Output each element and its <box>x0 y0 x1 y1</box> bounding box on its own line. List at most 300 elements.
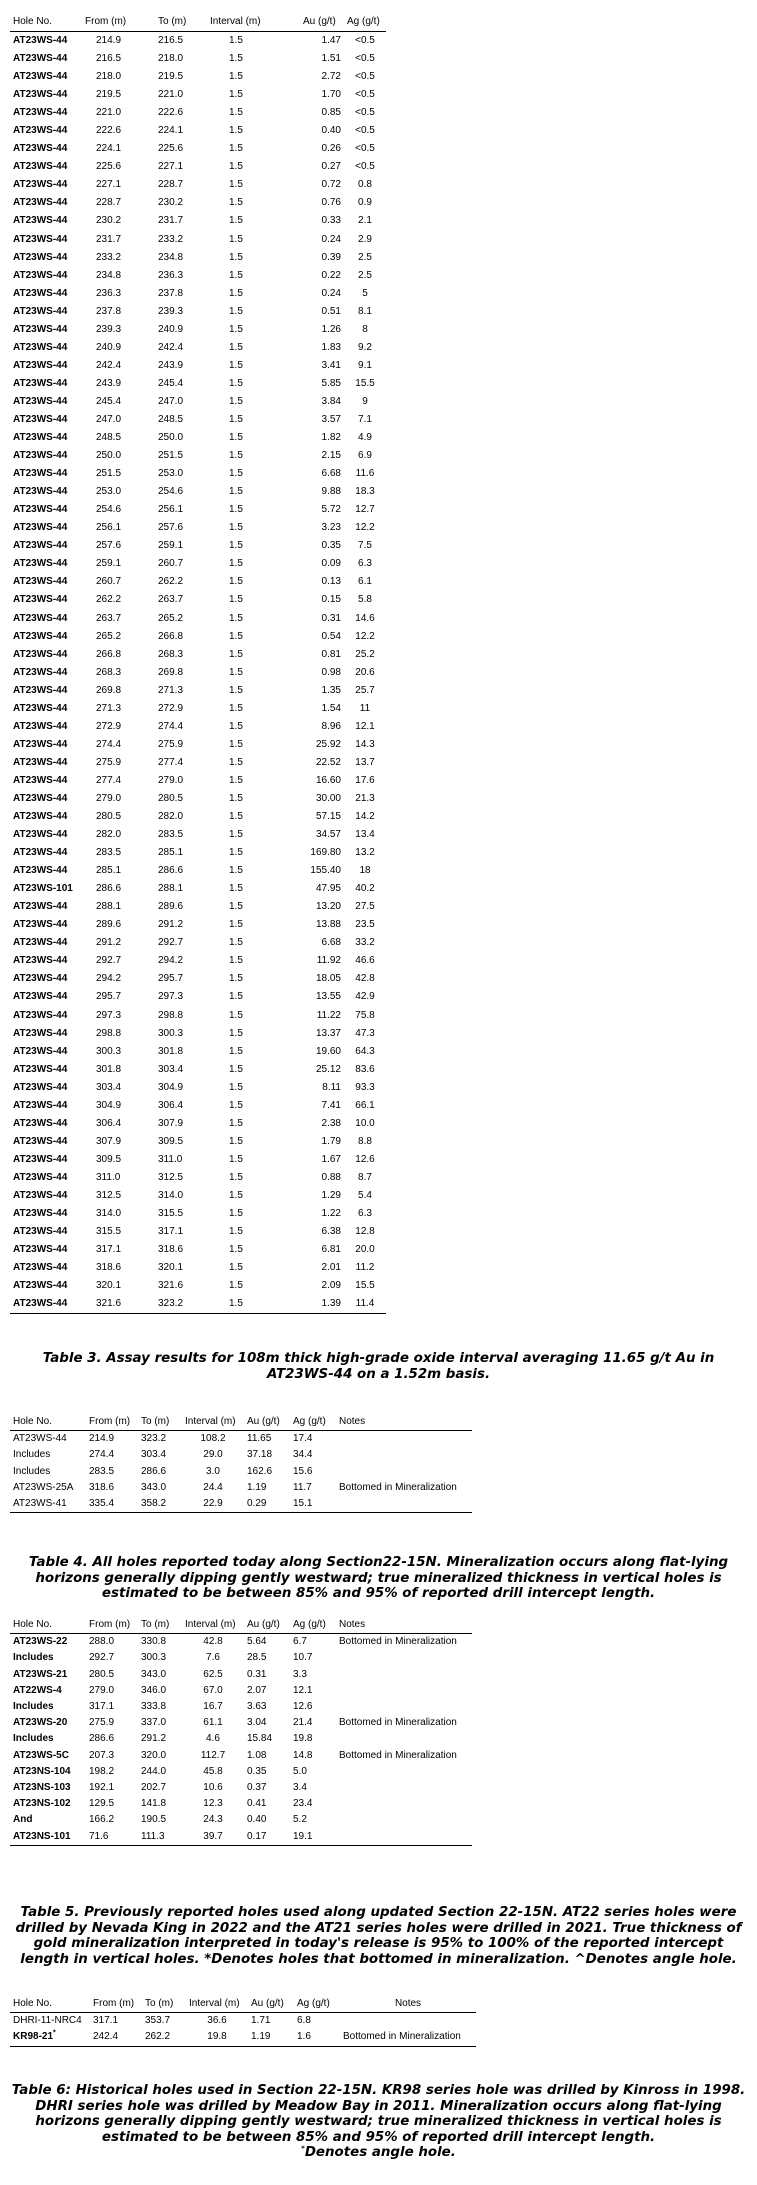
table-cell: 283.5 <box>96 847 122 859</box>
table-row <box>10 754 386 772</box>
table-cell: AT23WS-44 <box>13 341 68 353</box>
table-cell: 315.5 <box>158 1208 184 1220</box>
table-cell <box>336 1447 472 1463</box>
table-cell: 13.4 <box>355 829 375 841</box>
table-cell: 330.8 <box>141 1636 167 1648</box>
table-cell: AT23WS-44 <box>13 666 68 678</box>
table-row <box>10 1431 472 1448</box>
table-cell: 230.2 <box>158 197 184 209</box>
table-cell: 45.8 <box>203 1765 223 1777</box>
table-cell: 234.8 <box>96 269 122 281</box>
table-cell: 256.1 <box>96 522 122 534</box>
table-cell: 36.6 <box>207 2015 227 2027</box>
table-cell: 5.8 <box>358 594 372 606</box>
table-cell: 57.15 <box>315 811 341 823</box>
table-row <box>10 700 386 718</box>
table-cell: 219.5 <box>96 89 122 101</box>
table-cell: 6.9 <box>358 450 372 462</box>
col-notes: Notes <box>336 1617 472 1634</box>
table-cell: AT23WS-44 <box>13 684 68 696</box>
table-cell: 1.5 <box>229 143 243 155</box>
table-cell: 1.5 <box>229 71 243 83</box>
table-row <box>10 50 386 68</box>
col-ag: Ag (g/t) <box>294 1996 340 2013</box>
table-cell: 283.5 <box>89 1465 115 1477</box>
table-cell: AT23WS-44 <box>13 937 68 949</box>
table-cell: AT23WS-5C <box>13 1749 69 1761</box>
table-row <box>10 537 386 555</box>
table-cell: AT23WS-44 <box>13 251 68 263</box>
table-cell: 6.68 <box>321 937 341 949</box>
table-cell: 239.3 <box>158 305 184 317</box>
table-cell: 1.54 <box>321 702 341 714</box>
table-row <box>10 1667 472 1683</box>
table-cell: 13.88 <box>315 919 341 931</box>
table-cell: 1.5 <box>229 305 243 317</box>
table-row <box>10 501 386 519</box>
table-cell: 294.2 <box>96 973 122 985</box>
table-cell: 1.5 <box>229 1226 243 1238</box>
table-cell: 20.6 <box>355 666 375 678</box>
table-cell: 244.0 <box>141 1765 167 1777</box>
table-cell: 12.6 <box>355 1153 375 1165</box>
table-cell: 257.6 <box>158 522 184 534</box>
table-cell: 202.7 <box>141 1782 167 1794</box>
table-cell: 218.0 <box>158 53 184 65</box>
table-row <box>10 898 386 916</box>
table-cell: 3.84 <box>321 395 341 407</box>
table-3-caption: Table 3. Assay results for 108m thick high-grade oxide interval averaging 11.65 g/t Au in AT23WS-44 on a 1.52m basis. <box>42 1351 715 1382</box>
table-cell: AT23WS-44 <box>13 359 68 371</box>
table-cell: 17.4 <box>293 1433 313 1445</box>
col-from: From (m) <box>82 13 155 32</box>
table-cell: 337.0 <box>141 1717 167 1729</box>
table-cell: 247.0 <box>158 395 184 407</box>
table-header <box>10 13 386 32</box>
table-cell: 1.5 <box>229 1045 243 1057</box>
table-cell: 231.7 <box>158 215 184 227</box>
table-row <box>10 555 386 573</box>
table-row <box>10 736 386 754</box>
table-cell <box>336 1796 472 1812</box>
table-cell <box>336 1812 472 1828</box>
table-cell: 1.5 <box>229 811 243 823</box>
table-cell: AT23WS-44 <box>13 774 68 786</box>
table-cell: 1.5 <box>229 702 243 714</box>
table-cell: 269.8 <box>96 684 122 696</box>
table-cell: AT23WS-44 <box>13 558 68 570</box>
table-cell: 0.17 <box>244 1829 290 1846</box>
table-cell: AT23WS-21 <box>13 1668 68 1680</box>
historical-holes-table <box>10 1996 476 2047</box>
table-cell: 343.0 <box>141 1668 167 1680</box>
table-cell: 0.76 <box>321 197 341 209</box>
table-cell: 265.2 <box>96 630 122 642</box>
table-row <box>10 1259 386 1277</box>
col-interval: Interval (m) <box>207 13 300 32</box>
table-cell: 1.5 <box>229 323 243 335</box>
table-cell: 207.3 <box>89 1749 115 1761</box>
table-cell: AT23NS-102 <box>13 1798 71 1810</box>
table-cell: 28.5 <box>247 1652 267 1664</box>
table-cell: 30.00 <box>315 792 341 804</box>
table-cell: 0.27 <box>321 161 341 173</box>
col-ag: Ag (g/t) <box>290 1414 336 1431</box>
table-row <box>10 826 386 844</box>
table-cell: 14.6 <box>355 612 375 624</box>
table-cell: 320.1 <box>158 1262 184 1274</box>
table-cell: 14.2 <box>355 811 375 823</box>
table-cell: 1.5 <box>229 269 243 281</box>
table-row <box>10 68 386 86</box>
table-row <box>10 176 386 194</box>
table-cell: AT23WS-44 <box>13 179 68 191</box>
table-cell: AT23WS-44 <box>13 1135 68 1147</box>
table-cell: 317.1 <box>93 2015 119 2027</box>
table-cell: AT23WS-44 <box>13 504 68 516</box>
table-cell: 259.1 <box>158 540 184 552</box>
table-cell: 16.60 <box>315 774 341 786</box>
table-row <box>10 1205 386 1223</box>
table-cell: 1.5 <box>229 1081 243 1093</box>
table-cell: 306.4 <box>96 1117 122 1129</box>
table-cell: 1.51 <box>321 53 341 65</box>
table-cell: 294.2 <box>158 955 184 967</box>
table-cell: AT23WS-44 <box>13 1190 68 1201</box>
table-cell: 1.5 <box>229 612 243 624</box>
table-cell: 7.41 <box>321 1099 341 1111</box>
table-cell: AT23WS-44 <box>13 648 68 660</box>
table-cell: 6.1 <box>358 576 372 588</box>
table-cell: 323.2 <box>141 1433 167 1445</box>
angle-hole-marker: * <box>53 2030 56 2038</box>
table-cell: 248.5 <box>96 432 122 444</box>
table-cell: 2.5 <box>358 251 372 263</box>
table-cell: 1.5 <box>229 774 243 786</box>
table-cell: 274.4 <box>158 720 184 732</box>
table-row <box>10 916 386 934</box>
table-row <box>10 122 386 140</box>
table-cell: <0.5 <box>355 71 375 83</box>
table-row <box>10 1043 386 1061</box>
table-cell: 1.5 <box>229 720 243 732</box>
table-cell: 282.0 <box>96 829 122 841</box>
table-cell: 0.35 <box>321 540 341 552</box>
table-cell: 3.63 <box>247 1701 267 1713</box>
table-cell: 71.6 <box>86 1829 138 1846</box>
table-cell: 214.9 <box>89 1433 115 1445</box>
table-cell: 1.29 <box>321 1190 341 1201</box>
table-cell: 225.6 <box>96 161 122 173</box>
table-cell: 8.96 <box>321 720 341 732</box>
table-row <box>10 682 386 700</box>
table-row <box>10 32 386 51</box>
table-cell: 233.2 <box>158 233 184 245</box>
table-cell: 1.5 <box>229 161 243 173</box>
table-cell: 0.24 <box>321 233 341 245</box>
table-row <box>10 844 386 862</box>
table-cell: 129.5 <box>89 1798 115 1810</box>
table-cell: 5.4 <box>358 1190 372 1201</box>
table-cell: 75.8 <box>355 1009 375 1021</box>
table-cell: 9.2 <box>358 341 372 353</box>
table-cell: 297.3 <box>158 991 184 1003</box>
table-cell: 2.09 <box>321 1280 341 1292</box>
table-cell: 1.5 <box>229 1117 243 1129</box>
table-cell: 279.0 <box>89 1684 115 1696</box>
table-row <box>10 1025 386 1043</box>
table-cell: 1.5 <box>229 792 243 804</box>
table-cell: 335.4 <box>86 1496 138 1513</box>
table-row <box>10 952 386 970</box>
table-cell: 292.7 <box>96 955 122 967</box>
table-cell: 1.26 <box>321 323 341 335</box>
table-cell: 1.5 <box>229 1153 243 1165</box>
table-cell: 6.8 <box>297 2015 311 2027</box>
table-row <box>10 772 386 790</box>
table-cell: AT23WS-101 <box>13 883 73 895</box>
table-cell: Includes <box>13 1733 54 1745</box>
table-cell: Includes <box>13 1465 51 1477</box>
table-row <box>10 411 386 429</box>
table-cell <box>340 2013 476 2030</box>
table-cell: 317.1 <box>158 1226 184 1238</box>
table-cell: 15.1 <box>290 1496 336 1513</box>
col-ag: Ag (g/t) <box>344 13 386 32</box>
table-cell: 298.8 <box>96 1027 122 1039</box>
table-cell: 277.4 <box>158 756 184 768</box>
table-cell: 9.1 <box>358 359 372 371</box>
table-cell: 295.7 <box>158 973 184 985</box>
table-cell: 1.5 <box>229 341 243 353</box>
table-cell: 304.9 <box>158 1081 184 1093</box>
table-cell: 1.6 <box>294 2029 340 2046</box>
table-cell: AT23WS-44 <box>13 323 68 335</box>
table-cell: <0.5 <box>355 53 375 65</box>
table-cell: 8 <box>362 323 368 335</box>
table-row <box>10 1187 386 1205</box>
table-cell: 0.9 <box>358 197 372 209</box>
table-cell: 15.5 <box>355 377 375 389</box>
col-notes: Notes <box>336 1414 472 1431</box>
table-cell: 225.6 <box>158 143 184 155</box>
table-cell: 346.0 <box>141 1684 167 1696</box>
table-cell: 306.4 <box>158 1099 184 1111</box>
table-cell: 292.7 <box>89 1652 115 1664</box>
table-cell: 1.5 <box>229 89 243 101</box>
table-cell: 282.0 <box>158 811 184 823</box>
table-cell: 1.5 <box>229 883 243 895</box>
table-cell: AT23WS-44 <box>13 630 68 642</box>
table-cell: 93.3 <box>355 1081 375 1093</box>
table-cell: 21.4 <box>293 1717 313 1729</box>
table-cell: 239.3 <box>96 323 122 335</box>
table-cell: 108.2 <box>200 1433 226 1445</box>
table-cell: 155.40 <box>310 865 341 877</box>
table-cell: 242.4 <box>90 2029 142 2046</box>
table-cell: 0.33 <box>321 215 341 227</box>
table-row <box>10 1277 386 1295</box>
col-from: From (m) <box>90 1996 142 2013</box>
table-cell: 1.5 <box>229 53 243 65</box>
table-cell: 0.31 <box>247 1668 267 1680</box>
table-row <box>10 573 386 591</box>
table-cell <box>336 1667 472 1683</box>
table-cell: <0.5 <box>355 161 375 173</box>
table-cell: 245.4 <box>96 395 122 407</box>
table-cell: 240.9 <box>158 323 184 335</box>
table-cell: 301.8 <box>96 1063 122 1075</box>
table-cell <box>336 1731 472 1747</box>
table-row <box>10 970 386 988</box>
table-cell: 1.5 <box>229 955 243 967</box>
table-cell: AT23WS-44 <box>13 594 68 606</box>
table-cell: 111.3 <box>138 1829 182 1846</box>
table-cell: 1.5 <box>229 558 243 570</box>
table-cell: AT23WS-44 <box>13 143 68 155</box>
table-cell: Bottomed in Mineralization <box>340 2029 476 2046</box>
table-cell: 1.5 <box>229 359 243 371</box>
table-row <box>10 2013 476 2030</box>
table-cell: AT23WS-44 <box>13 287 68 299</box>
table-cell: 16.7 <box>203 1701 223 1713</box>
table-cell: 1.35 <box>321 684 341 696</box>
table-cell: 301.8 <box>158 1045 184 1057</box>
table-cell: 224.1 <box>96 143 122 155</box>
table-cell: 11.22 <box>316 1009 341 1021</box>
table-cell: 14.3 <box>355 738 375 750</box>
table-cell: 3.57 <box>321 413 341 425</box>
table-cell: 251.5 <box>96 468 122 480</box>
table-cell: AT23WS-44 <box>13 756 68 768</box>
table-cell: 0.81 <box>321 648 341 660</box>
table-cell: 1.5 <box>229 937 243 949</box>
table-cell: 112.7 <box>200 1749 226 1761</box>
table-cell: 0.51 <box>321 305 341 317</box>
table-cell: 3.04 <box>247 1717 267 1729</box>
table-cell: 6.7 <box>293 1636 307 1648</box>
table-header <box>10 1414 472 1431</box>
col-hole: Hole No. <box>10 13 82 32</box>
table-row <box>10 1480 472 1496</box>
table-cell: 166.2 <box>89 1814 115 1826</box>
table-row <box>10 375 386 393</box>
col-au: Au (g/t) <box>244 1617 290 1634</box>
table-row <box>10 267 386 285</box>
table-cell: 311.0 <box>96 1171 121 1183</box>
table-cell: 274.4 <box>89 1449 115 1461</box>
table-cell: AT23WS-44 <box>13 197 68 209</box>
table-cell: 1.5 <box>229 468 243 480</box>
table-cell: 1.5 <box>229 377 243 389</box>
table-cell: 1.5 <box>229 107 243 119</box>
table-cell: 14.8 <box>293 1749 313 1761</box>
table-cell: 47.3 <box>355 1027 375 1039</box>
table-cell: 42.8 <box>355 973 375 985</box>
table-cell: 253.0 <box>158 468 184 480</box>
table-row <box>10 880 386 898</box>
assay-table-1m <box>10 13 386 1314</box>
table-cell: 5.0 <box>293 1765 307 1777</box>
table-row <box>10 447 386 465</box>
table-cell: 11.6 <box>355 468 375 480</box>
table-cell: 1.5 <box>229 847 243 859</box>
table-cell: 1.5 <box>229 630 243 642</box>
table-cell: AT23WS-44 <box>13 792 68 804</box>
table-cell: 8.11 <box>322 1081 341 1093</box>
table-cell: 318.6 <box>89 1481 115 1493</box>
table-cell: Includes <box>13 1652 54 1664</box>
table-cell: 262.2 <box>142 2029 186 2046</box>
table-cell: 1.5 <box>229 395 243 407</box>
table-row <box>10 212 386 230</box>
table-cell: Bottomed in Mineralization <box>339 1636 457 1648</box>
table-cell: 1.5 <box>229 756 243 768</box>
table-cell: 323.2 <box>155 1295 207 1314</box>
table-cell: 1.71 <box>251 2015 271 2027</box>
table-header <box>10 1996 476 2013</box>
table-cell: 29.0 <box>203 1449 223 1461</box>
table-row <box>10 158 386 176</box>
table-cell: 1.47 <box>321 35 341 46</box>
table-cell: 0.98 <box>321 666 341 678</box>
table-row <box>10 249 386 267</box>
table-cell: Bottomed in Mineralization <box>339 1717 457 1729</box>
table-cell: 288.1 <box>158 883 184 895</box>
table-cell: 303.4 <box>158 1063 184 1075</box>
table-cell: 1.5 <box>229 450 243 462</box>
table-row <box>10 1780 472 1796</box>
table-cell: AT23WS-44 <box>13 1171 68 1183</box>
table-cell: 0.13 <box>321 576 341 588</box>
table-cell: 23.5 <box>355 919 375 931</box>
table-row <box>10 1061 386 1079</box>
table-cell: 300.3 <box>141 1652 167 1664</box>
table-cell: AT22WS-4 <box>13 1684 62 1696</box>
table-cell: AT23WS-44 <box>13 1208 68 1220</box>
table-cell: 358.2 <box>138 1496 182 1513</box>
table-cell: AT23WS-44 <box>13 1280 68 1292</box>
table-cell: 22.52 <box>315 756 341 768</box>
table-cell: 231.7 <box>96 233 122 245</box>
table-cell: 8.7 <box>358 1171 372 1183</box>
table-cell: 286.6 <box>96 883 122 895</box>
table-cell: 11.4 <box>344 1295 386 1314</box>
table-cell: 1.83 <box>321 341 341 353</box>
table-cell: 1.5 <box>229 251 243 263</box>
table-row <box>10 2029 476 2046</box>
col-hole: Hole No. <box>10 1617 86 1634</box>
table-cell: 291.2 <box>158 919 184 931</box>
table-cell: AT23WS-44 <box>13 720 68 732</box>
table-cell <box>336 1464 472 1480</box>
table-cell: 42.8 <box>203 1636 223 1648</box>
table-row <box>10 591 386 609</box>
table-cell: 192.1 <box>89 1782 115 1794</box>
table-cell: 1.19 <box>247 1481 267 1493</box>
table-cell: 2.38 <box>321 1117 341 1129</box>
table-cell: 17.6 <box>355 774 375 786</box>
table-cell: 12.3 <box>203 1798 223 1810</box>
table-cell: AT23WS-44 <box>13 468 68 480</box>
table-cell: 230.2 <box>96 215 122 227</box>
table-cell: 37.18 <box>247 1449 273 1461</box>
table-row <box>10 1796 472 1812</box>
table-cell: 312.5 <box>158 1171 184 1183</box>
table-row <box>10 1464 472 1480</box>
table-cell: AT23WS-44 <box>13 612 68 624</box>
table-cell: 20.0 <box>355 1244 375 1256</box>
